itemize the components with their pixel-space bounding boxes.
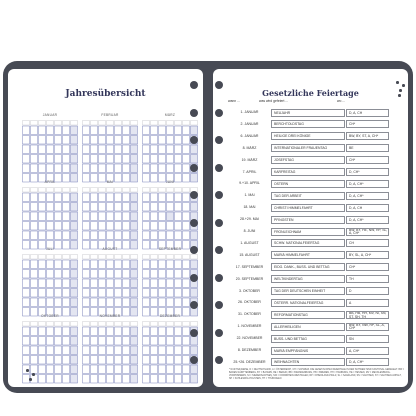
month-name: DEZEMBER [159, 314, 181, 318]
holiday-date: 25.+26. DEZEMBER [233, 359, 266, 364]
month-name: FEBRUAR [101, 113, 119, 117]
page-title: Gesetzliche Feiertage [262, 88, 359, 98]
month-grid [22, 321, 78, 385]
holiday-row [229, 155, 407, 166]
holiday-region: A [346, 299, 389, 307]
binding-hole [215, 219, 223, 227]
holiday-name: JOSEFSTAG [271, 156, 345, 164]
holiday-row [229, 202, 407, 213]
month-block [82, 314, 138, 387]
binding-hole [215, 136, 223, 144]
holiday-date: 1. MAI [244, 193, 255, 198]
holiday-region: D [346, 287, 389, 295]
holiday-region: BW, BY, HE, NW, RP, SL, A, CH* [346, 228, 389, 236]
holiday-row [229, 143, 407, 154]
holiday-name: SCHW. NATIONALFEIERTAG [271, 239, 345, 247]
holiday-row [229, 297, 407, 308]
holiday-region: BB, HB, HH, MV, NI, SN, ST, SH, TH [346, 311, 389, 319]
holiday-region: D, A, CH [346, 204, 389, 212]
holiday-date: 9.+10. APRIL [239, 181, 260, 186]
holiday-date: 28.+29. MAI [240, 217, 259, 222]
month-grid [22, 254, 78, 318]
holiday-row [229, 274, 407, 285]
month-name: OKTOBER [41, 314, 59, 318]
holiday-name: NEUJAHR [271, 109, 345, 117]
footnote: * NUR TEILWEISE, D = DEUTSCHLAND, A = ÖSTERREICH, CH = SCHWEIZ. DIE GESETZLICHEN FEIERTAGE IN DER SCHWEIZ SIND KANTONAL GEREGELT. BW = BADEN-WÜRTTEMBERG, BY = BAYERN, BE = BERLIN, BB = BRANDENBURG, HB = BREMEN, HH = HAMBURG, HE = HESSEN, MV = MECKLENBURG-VORPOMMERN, NI = NIEDERSACHSEN, NW = NORDRHEIN-WESTFALEN, RP = RHEINLAND-PFALZ, SL = SAARLAND, SN = SACHSEN, ST = SACHSEN-ANHALT, SH = SCHLESWIG-HOLSTEIN, TH = THÜRINGEN [229, 369, 405, 380]
holiday-region: D, CH* [346, 168, 389, 176]
month-name: AUGUST [102, 247, 118, 251]
holiday-name: HEILIGE DREI KÖNIGE [271, 132, 345, 140]
holiday-row [229, 357, 407, 368]
holiday-row [229, 131, 407, 142]
holiday-name: ÖSTERR. NATIONALFEIERTAG [271, 299, 345, 307]
holiday-date: 26. OKTOBER [238, 300, 261, 305]
holiday-name: ALLERHEILIGEN [271, 323, 345, 331]
year-calendar [22, 113, 198, 380]
planner-spread [3, 61, 413, 393]
holiday-row [229, 345, 407, 356]
binding-hole [190, 219, 198, 227]
holiday-date: 8. DEZEMBER [237, 348, 262, 352]
holiday-date: 18. MAI [243, 205, 256, 210]
holiday-name: TAG DER ARBEIT [271, 192, 345, 200]
holiday-region: BY, SL, A, CH* [346, 251, 389, 259]
month-grid [82, 321, 138, 385]
holiday-region: CH* [346, 156, 389, 164]
decoration-dot [398, 94, 401, 97]
binding-hole [190, 301, 198, 309]
holiday-date: 20. SEPTEMBER [235, 276, 264, 281]
binding-hole [215, 164, 223, 172]
month-grid [82, 120, 138, 184]
binding-hole [190, 329, 198, 337]
month-grid [142, 254, 198, 318]
holiday-row [229, 167, 407, 178]
holiday-row [229, 250, 407, 261]
holiday-row [229, 119, 407, 130]
month-block [22, 180, 78, 254]
holiday-row [229, 226, 407, 237]
binding-hole [190, 136, 198, 144]
holiday-name: MARIÄ HIMMELFAHRT [271, 251, 345, 259]
holiday-row [229, 214, 407, 225]
month-grid [82, 187, 138, 251]
holiday-region: CH* [346, 263, 389, 271]
decoration-dot [26, 369, 29, 372]
holiday-name: TAG DER DEUTSCHEN EINHEIT [271, 287, 345, 295]
holiday-name: OSTERN [271, 180, 345, 188]
holiday-date: 1. NOVEMBER [237, 324, 262, 329]
holiday-name: BUSS- UND BETTAG [271, 335, 345, 343]
month-block [82, 247, 138, 321]
binding-hole [190, 81, 198, 89]
holiday-region: BW, BY, ST, A, CH* [346, 132, 389, 140]
month-block [22, 314, 78, 387]
binding-hole [190, 109, 198, 117]
holiday-date: 15. AUGUST [239, 252, 260, 257]
holiday-date: 7. APRIL [242, 169, 257, 174]
holiday-date: 2. JANUAR [240, 121, 259, 126]
holiday-row [229, 238, 407, 249]
month-block [142, 314, 198, 387]
holiday-region: SN [346, 335, 389, 343]
decoration-dot [396, 81, 399, 84]
binding-hole [215, 301, 223, 309]
month-grid [22, 187, 78, 251]
binding-hole [190, 274, 198, 282]
binding-hole [190, 164, 198, 172]
holiday-region: D, A, CH [346, 109, 389, 117]
holiday-name: BERCHTOLDSTAG [271, 120, 345, 128]
month-grid [142, 120, 198, 184]
binding-hole [215, 246, 223, 254]
annual-overview-page [8, 69, 203, 387]
holiday-region: CH [346, 239, 389, 247]
holiday-date: 3. OKTOBER [239, 288, 260, 293]
binding-hole [215, 191, 223, 199]
holiday-date: 31. OKTOBER [238, 312, 261, 317]
month-name: JANUAR [42, 113, 58, 117]
holiday-region: TH [346, 275, 389, 283]
holiday-name: INTERNATIONALER FRAUENTAG [271, 144, 345, 152]
holiday-name: EIDG. DANK-, BUSS- UND BETTAG [271, 263, 345, 271]
month-block [142, 113, 198, 187]
holiday-region: D, A, CH* [346, 192, 389, 200]
column-header-what: was wird gefeiert ... [259, 99, 289, 103]
page-title: Jahresübersicht [65, 89, 146, 99]
holiday-row [229, 333, 407, 344]
holiday-date: 17. SEPTEMBER [235, 264, 264, 269]
holiday-date: 1. AUGUST [240, 240, 259, 245]
column-header-where: wo ... [337, 99, 346, 103]
month-name: MAI [106, 180, 114, 184]
month-name: NOVEMBER [99, 314, 121, 318]
holiday-name: KARFREITAG [271, 168, 345, 176]
holiday-row [229, 309, 407, 320]
month-block [142, 180, 198, 254]
holiday-row [229, 107, 407, 118]
holiday-row [229, 190, 407, 201]
binding-hole [215, 329, 223, 337]
holiday-row [229, 286, 407, 297]
decoration-dot [29, 378, 32, 381]
month-block [142, 247, 198, 321]
holiday-region: BE [346, 144, 389, 152]
holiday-row [229, 321, 407, 332]
holiday-date: 6. JANUAR [240, 133, 259, 138]
holiday-name: REFORMATIONSTAG [271, 311, 345, 319]
decoration-dot [402, 84, 405, 87]
month-block [22, 113, 78, 187]
holiday-date: 19. MÄRZ [241, 157, 258, 162]
month-grid [82, 254, 138, 318]
holiday-date: 8. MÄRZ [242, 145, 257, 150]
binding-hole [190, 356, 198, 364]
month-block [82, 180, 138, 254]
holiday-name: WELTKINDERTAG [271, 275, 345, 283]
month-name: SEPTEMBER [158, 247, 182, 251]
holiday-row [229, 262, 407, 273]
binding-hole [190, 246, 198, 254]
holiday-name: PFINGSTEN [271, 216, 345, 224]
holiday-region: D, A, CH* [346, 216, 389, 224]
month-block [82, 113, 138, 187]
holiday-date: 22. NOVEMBER [236, 336, 263, 341]
holiday-name: WEIHNACHTEN [271, 358, 345, 366]
month-grid [22, 120, 78, 184]
holiday-name: MARIÄ EMPFÄNGNIS [271, 347, 345, 355]
month-name: JUNI [165, 180, 175, 184]
binding-hole [215, 356, 223, 364]
holiday-row [229, 178, 407, 189]
holidays-page [213, 69, 408, 387]
binding-hole [215, 81, 223, 89]
holiday-region: D, A, CH* [346, 358, 389, 366]
column-header-when: wann ... [228, 99, 240, 103]
decoration-dot [32, 373, 35, 376]
holiday-name: FRONLEICHNAM [271, 228, 345, 236]
decoration-dot [399, 89, 402, 92]
month-name: JULI [46, 247, 54, 251]
month-block [22, 247, 78, 321]
holiday-name: CHRISTI HIMMELFAHRT [271, 204, 345, 212]
month-name: APRIL [44, 180, 56, 184]
holiday-region: A, CH* [346, 347, 389, 355]
binding-hole [190, 191, 198, 199]
binding-hole [215, 109, 223, 117]
month-name: MÄRZ [164, 113, 176, 117]
holiday-date: 1. JANUAR [240, 110, 259, 114]
holiday-region: BW, BY, NW, RP, SL, A, CH* [346, 323, 389, 331]
binding-hole [215, 274, 223, 282]
holiday-region: CH* [346, 120, 389, 128]
holiday-region: D, A, CH* [346, 180, 389, 188]
holiday-date: 8. JUNI [243, 229, 256, 233]
